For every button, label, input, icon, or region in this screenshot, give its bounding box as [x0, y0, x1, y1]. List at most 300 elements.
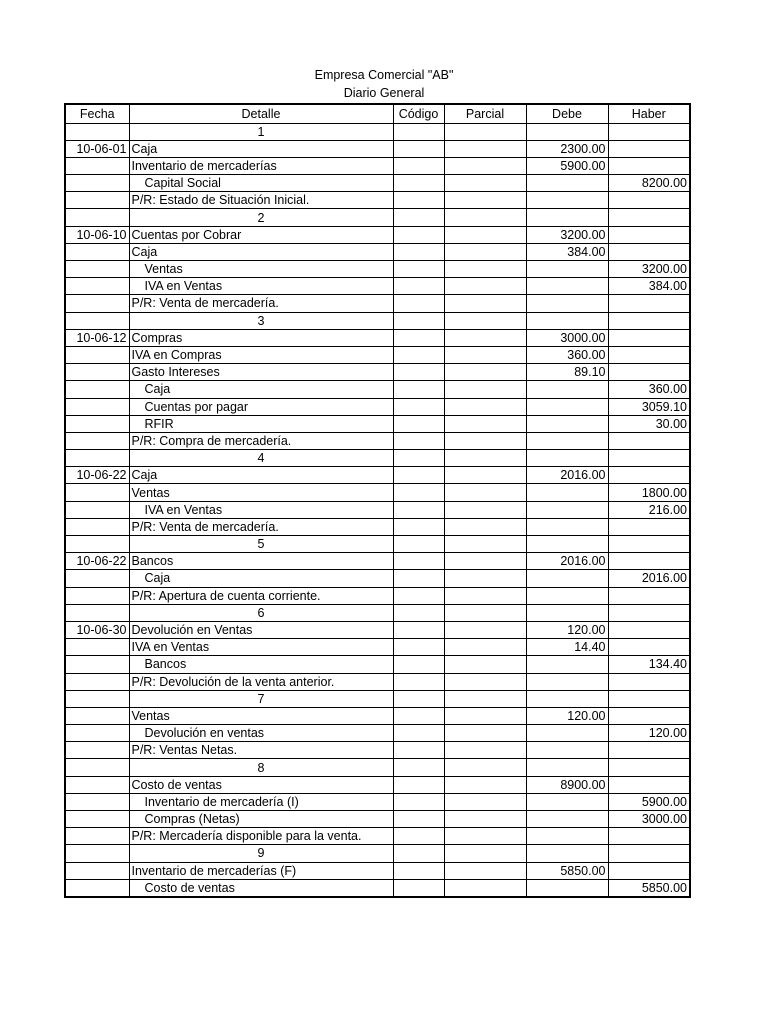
entry-number: 7 — [129, 690, 393, 707]
account-label: Costo de ventas — [144, 880, 235, 895]
codigo-cell — [393, 828, 444, 845]
parcial-cell — [444, 536, 526, 553]
detalle-cell — [129, 398, 393, 415]
fecha-cell — [65, 828, 129, 845]
journal-body — [65, 123, 690, 897]
account-label: P/R: Ventas Netas. — [131, 743, 238, 758]
haber-cell: 30.00 — [608, 415, 690, 432]
codigo-cell — [393, 432, 444, 449]
fecha-cell — [65, 742, 129, 759]
codigo-cell — [393, 209, 444, 226]
table-row — [65, 776, 690, 793]
debe-cell — [526, 690, 608, 707]
debe-cell — [526, 673, 608, 690]
codigo-cell — [393, 621, 444, 638]
detalle-cell — [129, 587, 393, 604]
codigo-cell — [393, 295, 444, 312]
detalle-cell — [129, 862, 393, 879]
entry-number: 5 — [129, 536, 393, 553]
parcial-cell — [444, 553, 526, 570]
table-row — [65, 192, 690, 209]
debe-cell — [526, 587, 608, 604]
entry-number-row — [65, 450, 690, 467]
entry-number-row — [65, 123, 690, 140]
account-label: Caja — [131, 468, 158, 483]
column-header-codigo: Código — [393, 104, 444, 123]
parcial-cell — [444, 725, 526, 742]
haber-cell: 1800.00 — [608, 484, 690, 501]
debe-cell — [526, 278, 608, 295]
account-label: Devolución en ventas — [144, 726, 265, 741]
haber-cell — [608, 295, 690, 312]
account-label: Cuentas por Cobrar — [131, 227, 242, 242]
debe-cell — [526, 656, 608, 673]
table-row — [65, 811, 690, 828]
debe-cell: 2016.00 — [526, 553, 608, 570]
company-name: Empresa Comercial "AB" — [314, 68, 454, 82]
debe-cell: 8900.00 — [526, 776, 608, 793]
codigo-cell — [393, 725, 444, 742]
detalle-cell — [129, 329, 393, 346]
haber-cell — [608, 639, 690, 656]
detalle-cell — [129, 192, 393, 209]
fecha-cell — [65, 862, 129, 879]
parcial-cell — [444, 484, 526, 501]
entry-number: 1 — [129, 123, 393, 140]
account-label: P/R: Venta de mercadería. — [131, 519, 279, 534]
table-row — [65, 278, 690, 295]
codigo-cell — [393, 811, 444, 828]
table-row — [65, 639, 690, 656]
parcial-cell — [444, 140, 526, 157]
haber-cell — [608, 828, 690, 845]
parcial-cell — [444, 192, 526, 209]
fecha-cell — [65, 793, 129, 810]
detalle-cell — [129, 278, 393, 295]
table-row — [65, 398, 690, 415]
codigo-cell — [393, 329, 444, 346]
debe-cell — [526, 879, 608, 897]
table-row — [65, 364, 690, 381]
debe-cell: 120.00 — [526, 621, 608, 638]
codigo-cell — [393, 656, 444, 673]
debe-cell — [526, 518, 608, 535]
haber-cell — [608, 553, 690, 570]
entry-number: 9 — [129, 845, 393, 862]
entry-number-row — [65, 209, 690, 226]
table-row — [65, 381, 690, 398]
parcial-cell — [444, 776, 526, 793]
codigo-cell — [393, 759, 444, 776]
debe-cell: 5850.00 — [526, 862, 608, 879]
codigo-cell — [393, 450, 444, 467]
account-label: Caja — [144, 382, 171, 397]
haber-cell — [608, 742, 690, 759]
haber-cell — [608, 862, 690, 879]
parcial-cell — [444, 432, 526, 449]
parcial-cell — [444, 587, 526, 604]
detalle-cell — [129, 226, 393, 243]
table-row — [65, 570, 690, 587]
parcial-cell — [444, 811, 526, 828]
debe-cell — [526, 501, 608, 518]
haber-cell: 5900.00 — [608, 793, 690, 810]
codigo-cell — [393, 175, 444, 192]
table-row — [65, 432, 690, 449]
debe-cell — [526, 604, 608, 621]
codigo-cell — [393, 862, 444, 879]
fecha-cell — [65, 845, 129, 862]
codigo-cell — [393, 553, 444, 570]
debe-cell — [526, 828, 608, 845]
table-row — [65, 725, 690, 742]
table-row — [65, 742, 690, 759]
fecha-cell — [65, 811, 129, 828]
parcial-cell — [444, 742, 526, 759]
account-label: P/R: Mercadería disponible para la venta. — [131, 829, 362, 844]
parcial-cell — [444, 312, 526, 329]
entry-number-row — [65, 690, 690, 707]
debe-cell — [526, 536, 608, 553]
debe-cell — [526, 123, 608, 140]
table-row — [65, 587, 690, 604]
entry-number-row — [65, 604, 690, 621]
account-label: P/R: Devolución de la venta anterior. — [131, 674, 335, 689]
account-label: Caja — [131, 244, 158, 259]
account-label: P/R: Estado de Situación Inicial. — [131, 193, 310, 208]
account-label: Costo de ventas — [131, 777, 222, 792]
table-row — [65, 329, 690, 346]
debe-cell — [526, 484, 608, 501]
haber-cell: 216.00 — [608, 501, 690, 518]
parcial-cell — [444, 879, 526, 897]
parcial-cell — [444, 226, 526, 243]
table-row — [65, 140, 690, 157]
table-row — [65, 295, 690, 312]
codigo-cell — [393, 381, 444, 398]
account-label: RFIR — [144, 416, 174, 431]
debe-cell — [526, 415, 608, 432]
account-label: IVA en Ventas — [144, 279, 223, 294]
debe-cell: 3200.00 — [526, 226, 608, 243]
table-row — [65, 243, 690, 260]
codigo-cell — [393, 467, 444, 484]
account-label: Compras (Netas) — [144, 812, 240, 827]
codigo-cell — [393, 776, 444, 793]
debe-cell: 2016.00 — [526, 467, 608, 484]
account-label: Inventario de mercadería (I) — [144, 794, 299, 809]
debe-cell — [526, 811, 608, 828]
account-label: Compras — [131, 330, 183, 345]
parcial-cell — [444, 364, 526, 381]
haber-cell — [608, 192, 690, 209]
account-label: Cuentas por pagar — [144, 399, 249, 414]
codigo-cell — [393, 192, 444, 209]
codigo-cell — [393, 793, 444, 810]
haber-cell — [608, 346, 690, 363]
fecha-cell — [65, 587, 129, 604]
haber-cell — [608, 690, 690, 707]
account-label: P/R: Apertura de cuenta corriente. — [131, 588, 321, 603]
detalle-cell — [129, 346, 393, 363]
fecha-cell — [65, 484, 129, 501]
column-header-debe: Debe — [526, 104, 608, 123]
parcial-cell — [444, 604, 526, 621]
haber-cell — [608, 364, 690, 381]
table-row — [65, 518, 690, 535]
parcial-cell — [444, 123, 526, 140]
account-label: Ventas — [131, 485, 170, 500]
fecha-cell: 10-06-01 — [65, 140, 129, 157]
detalle-cell — [129, 742, 393, 759]
haber-cell: 120.00 — [608, 725, 690, 742]
haber-cell — [608, 673, 690, 690]
account-label: Inventario de mercaderías — [131, 158, 277, 173]
debe-cell — [526, 570, 608, 587]
codigo-cell — [393, 484, 444, 501]
haber-cell — [608, 587, 690, 604]
fecha-cell — [65, 243, 129, 260]
table-row — [65, 553, 690, 570]
parcial-cell — [444, 157, 526, 174]
debe-cell: 5900.00 — [526, 157, 608, 174]
journal-title: Diario General — [343, 86, 425, 100]
debe-cell: 2300.00 — [526, 140, 608, 157]
detalle-cell — [129, 140, 393, 157]
fecha-cell — [65, 570, 129, 587]
detalle-cell — [129, 415, 393, 432]
detalle-cell — [129, 621, 393, 638]
codigo-cell — [393, 364, 444, 381]
haber-cell — [608, 312, 690, 329]
haber-cell — [608, 536, 690, 553]
codigo-cell — [393, 536, 444, 553]
debe-cell: 120.00 — [526, 707, 608, 724]
parcial-cell — [444, 570, 526, 587]
parcial-cell — [444, 381, 526, 398]
fecha-cell — [65, 261, 129, 278]
parcial-cell — [444, 639, 526, 656]
codigo-cell — [393, 312, 444, 329]
detalle-cell — [129, 656, 393, 673]
codigo-cell — [393, 604, 444, 621]
detalle-cell — [129, 484, 393, 501]
parcial-cell — [444, 862, 526, 879]
parcial-cell — [444, 398, 526, 415]
detalle-cell — [129, 776, 393, 793]
detalle-cell — [129, 793, 393, 810]
parcial-cell — [444, 295, 526, 312]
journal-table — [64, 103, 691, 898]
table-row — [65, 226, 690, 243]
codigo-cell — [393, 398, 444, 415]
fecha-cell — [65, 604, 129, 621]
entry-number: 6 — [129, 604, 393, 621]
haber-cell — [608, 329, 690, 346]
parcial-cell — [444, 278, 526, 295]
haber-cell — [608, 518, 690, 535]
debe-cell: 14.40 — [526, 639, 608, 656]
codigo-cell — [393, 673, 444, 690]
detalle-cell — [129, 725, 393, 742]
parcial-cell — [444, 673, 526, 690]
haber-cell — [608, 209, 690, 226]
account-label: Caja — [131, 141, 158, 156]
parcial-cell — [444, 690, 526, 707]
haber-cell — [608, 140, 690, 157]
debe-cell — [526, 450, 608, 467]
table-row — [65, 175, 690, 192]
haber-cell — [608, 226, 690, 243]
codigo-cell — [393, 157, 444, 174]
haber-cell: 384.00 — [608, 278, 690, 295]
column-header-parcial: Parcial — [444, 104, 526, 123]
fecha-cell — [65, 346, 129, 363]
account-label: IVA en Compras — [131, 348, 222, 363]
codigo-cell — [393, 879, 444, 897]
haber-cell — [608, 157, 690, 174]
parcial-cell — [444, 175, 526, 192]
column-header-detalle: Detalle — [129, 104, 393, 123]
parcial-cell — [444, 243, 526, 260]
debe-cell — [526, 381, 608, 398]
account-label: Ventas — [131, 708, 170, 723]
fecha-cell — [65, 639, 129, 656]
haber-cell: 3059.10 — [608, 398, 690, 415]
haber-cell — [608, 243, 690, 260]
fecha-cell — [65, 879, 129, 897]
fecha-cell — [65, 450, 129, 467]
detalle-cell — [129, 501, 393, 518]
detalle-cell — [129, 157, 393, 174]
table-row — [65, 828, 690, 845]
fecha-cell — [65, 415, 129, 432]
haber-cell — [608, 776, 690, 793]
debe-cell — [526, 398, 608, 415]
parcial-cell — [444, 450, 526, 467]
debe-cell: 3000.00 — [526, 329, 608, 346]
fecha-cell — [65, 759, 129, 776]
account-label: Capital Social — [144, 176, 221, 191]
fecha-cell — [65, 673, 129, 690]
parcial-cell — [444, 261, 526, 278]
debe-cell — [526, 845, 608, 862]
entry-number-row — [65, 759, 690, 776]
detalle-cell — [129, 707, 393, 724]
table-row — [65, 879, 690, 897]
fecha-cell: 10-06-22 — [65, 467, 129, 484]
codigo-cell — [393, 690, 444, 707]
parcial-cell — [444, 759, 526, 776]
haber-cell: 8200.00 — [608, 175, 690, 192]
fecha-cell — [65, 209, 129, 226]
fecha-cell: 10-06-30 — [65, 621, 129, 638]
table-row — [65, 673, 690, 690]
account-label: Devolución en Ventas — [131, 623, 253, 638]
header-row — [65, 104, 690, 123]
account-label: Ventas — [144, 262, 183, 277]
table-row — [65, 862, 690, 879]
table-row — [65, 346, 690, 363]
table-row — [65, 157, 690, 174]
column-header-haber: Haber — [608, 104, 690, 123]
haber-cell: 5850.00 — [608, 879, 690, 897]
debe-cell: 384.00 — [526, 243, 608, 260]
account-label: Bancos — [144, 657, 187, 672]
debe-cell — [526, 742, 608, 759]
detalle-cell — [129, 175, 393, 192]
debe-cell — [526, 175, 608, 192]
fecha-cell: 10-06-22 — [65, 553, 129, 570]
codigo-cell — [393, 639, 444, 656]
haber-cell: 2016.00 — [608, 570, 690, 587]
debe-cell — [526, 261, 608, 278]
detalle-cell — [129, 432, 393, 449]
debe-cell: 89.10 — [526, 364, 608, 381]
account-label: IVA en Ventas — [144, 502, 223, 517]
parcial-cell — [444, 518, 526, 535]
parcial-cell — [444, 346, 526, 363]
account-label: Gasto Intereses — [131, 365, 220, 380]
detalle-cell — [129, 811, 393, 828]
debe-cell — [526, 432, 608, 449]
fecha-cell — [65, 157, 129, 174]
fecha-cell — [65, 278, 129, 295]
account-label: Caja — [144, 571, 171, 586]
column-header-fecha: Fecha — [65, 104, 129, 123]
fecha-cell — [65, 501, 129, 518]
haber-cell: 134.40 — [608, 656, 690, 673]
fecha-cell: 10-06-10 — [65, 226, 129, 243]
fecha-cell — [65, 518, 129, 535]
codigo-cell — [393, 226, 444, 243]
haber-cell — [608, 123, 690, 140]
entry-number: 2 — [129, 209, 393, 226]
entry-number: 3 — [129, 312, 393, 329]
haber-cell — [608, 450, 690, 467]
table-row — [65, 467, 690, 484]
detalle-cell — [129, 243, 393, 260]
haber-cell — [608, 707, 690, 724]
table-row — [65, 656, 690, 673]
fecha-cell: 10-06-12 — [65, 329, 129, 346]
account-label: Bancos — [131, 554, 174, 569]
codigo-cell — [393, 845, 444, 862]
codigo-cell — [393, 243, 444, 260]
debe-cell — [526, 759, 608, 776]
detalle-cell — [129, 381, 393, 398]
debe-cell — [526, 725, 608, 742]
codigo-cell — [393, 415, 444, 432]
parcial-cell — [444, 209, 526, 226]
fecha-cell — [65, 536, 129, 553]
codigo-cell — [393, 278, 444, 295]
table-row — [65, 621, 690, 638]
codigo-cell — [393, 742, 444, 759]
fecha-cell — [65, 398, 129, 415]
haber-cell — [608, 759, 690, 776]
parcial-cell — [444, 845, 526, 862]
detalle-cell — [129, 828, 393, 845]
parcial-cell — [444, 828, 526, 845]
haber-cell: 3200.00 — [608, 261, 690, 278]
codigo-cell — [393, 261, 444, 278]
detalle-cell — [129, 673, 393, 690]
haber-cell — [608, 621, 690, 638]
detalle-cell — [129, 364, 393, 381]
table-row — [65, 415, 690, 432]
fecha-cell — [65, 192, 129, 209]
